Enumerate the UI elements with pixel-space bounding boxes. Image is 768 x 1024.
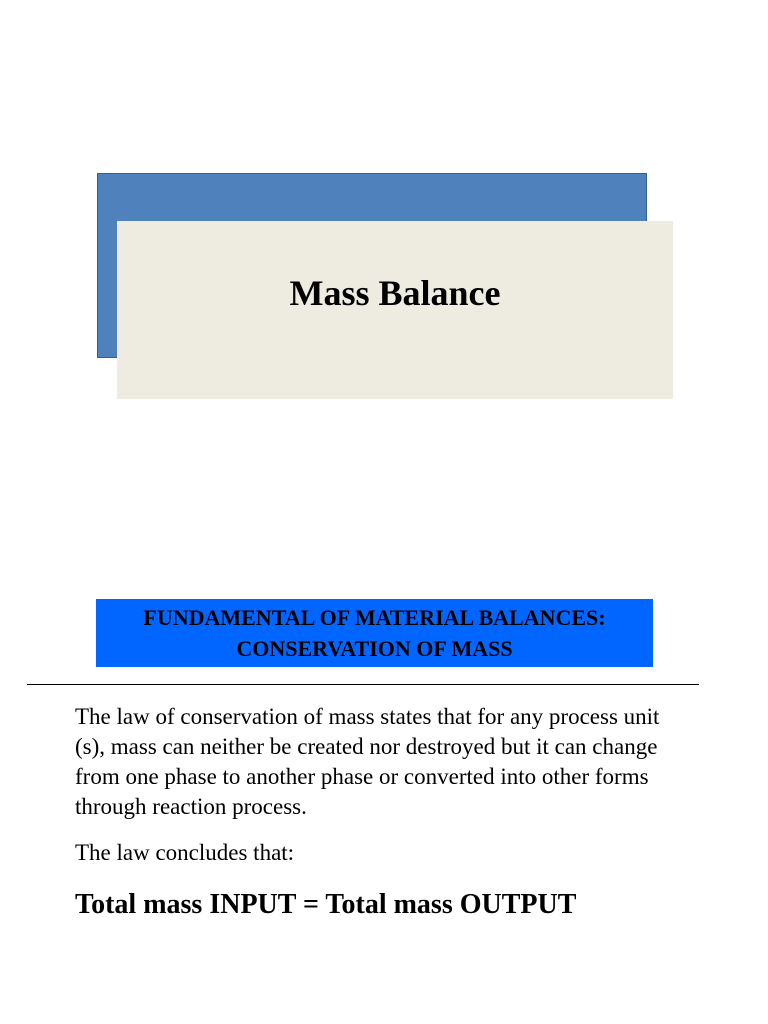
horizontal-divider	[27, 684, 699, 685]
banner-line-1: FUNDAMENTAL OF MATERIAL BALANCES:	[143, 605, 606, 630]
conclusion-intro: The law concludes that:	[75, 840, 295, 865]
section-banner	[96, 599, 653, 667]
law-paragraph: The law of conservation of mass states that for any process unit (s), mass can neither be created nor destroyed but it can change from one phase to another phase or converted into other forms through reaction process.	[75, 704, 660, 819]
mass-balance-equation: Total mass INPUT = Total mass OUTPUT	[75, 889, 577, 920]
page-title: Mass Balance	[289, 273, 501, 313]
banner-line-2: CONSERVATION OF MASS	[236, 636, 513, 661]
